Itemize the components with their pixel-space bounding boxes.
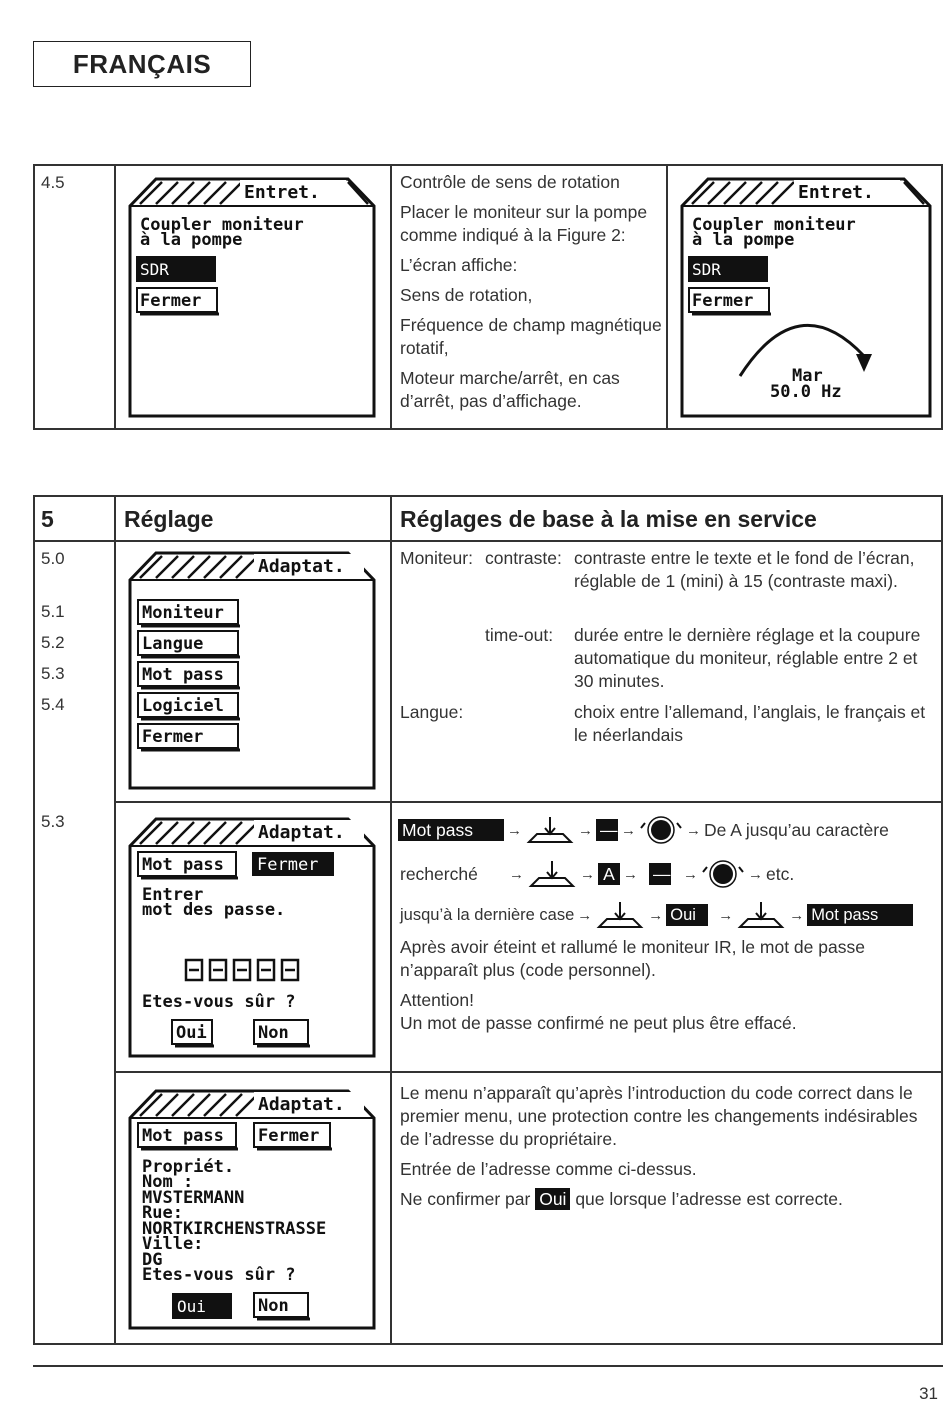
- minus-key-icon: —: [649, 863, 671, 885]
- lcd-close-button: Fermer: [692, 291, 754, 311]
- rotary-knob-icon: [701, 859, 745, 889]
- section-number: 5: [41, 506, 54, 532]
- lcd-title: Adaptat.: [258, 556, 345, 577]
- row-number: 5.2: [41, 633, 65, 652]
- text-fragment: que lorsque l’adresse est correcte.: [575, 1189, 843, 1209]
- footer-divider: [33, 1365, 943, 1367]
- lcd-screen-adaptation-menu: [126, 550, 378, 792]
- text-line: Placer le moniteur sur la pompe comme indiqué à la Figure 2:: [400, 202, 648, 245]
- lcd-line: mot des passe.: [142, 900, 286, 920]
- row-number: 4.5: [41, 173, 65, 192]
- lcd-close-button: Fermer: [140, 291, 202, 311]
- minus-key-icon: —: [596, 819, 618, 841]
- password-boxes: [186, 960, 298, 980]
- press-button-icon: [595, 901, 645, 929]
- lcd-tab-close: Fermer: [258, 1126, 320, 1146]
- svg-text:Logiciel: Logiciel: [142, 696, 224, 716]
- sequence-row-1: Mot pass → → — → → De A jusqu’au caractère: [398, 815, 938, 845]
- row-number: 5.4: [41, 695, 65, 714]
- lcd-motor-status: Mar: [792, 366, 823, 386]
- lcd-line: MVSTERMANN: [142, 1188, 245, 1208]
- lcd-line: NORTKIRCHENSTRASSE: [142, 1219, 327, 1239]
- attention-title: Attention!: [400, 990, 474, 1010]
- lcd-line: Entrer: [142, 885, 204, 905]
- press-button-icon: [527, 860, 577, 888]
- svg-text:Fermer: Fermer: [142, 727, 204, 747]
- sequence-text: etc.: [766, 863, 795, 884]
- key-oui: Oui: [666, 904, 708, 926]
- svg-text:Langue: Langue: [142, 634, 204, 654]
- text-line: [400, 1188, 938, 1211]
- svg-text:Mot pass: Mot pass: [142, 665, 224, 685]
- lcd-title: Adaptat.: [258, 1094, 345, 1115]
- text-fragment: Ne confirmer par: [400, 1189, 531, 1209]
- row-number: 5.3: [41, 812, 65, 831]
- lcd-sdr-button: SDR: [140, 260, 169, 279]
- menu-item-moniteur: [138, 600, 240, 626]
- key-mot-pass: Mot pass: [807, 904, 913, 926]
- page-number: 31: [919, 1384, 938, 1403]
- press-button-icon: [525, 816, 575, 844]
- lcd-line: Coupler moniteur: [140, 215, 304, 235]
- lcd-tab-password: Mot pass: [142, 1126, 224, 1146]
- sequence-text: recherché: [400, 863, 478, 884]
- text-line: Entrée de l’adresse comme ci-dessus.: [400, 1159, 697, 1179]
- text-line: Sens de rotation,: [400, 285, 533, 305]
- settings-language-text: choix entre l’allemand, l’anglais, le français et le néerlandais: [574, 702, 926, 745]
- attention-text: Un mot de passe confirmé ne peut plus être effacé.: [400, 1013, 797, 1033]
- password-after-text: [400, 936, 938, 1042]
- lcd-line: Coupler moniteur: [692, 215, 856, 235]
- rotary-knob-icon: [639, 815, 683, 845]
- lcd-yes-button: Oui: [176, 1023, 207, 1043]
- sequence-text: De A jusqu’au caractère: [704, 819, 889, 840]
- sequence-row-3: jusqu’à la dernière case → → Oui → → Mot pass: [400, 901, 940, 929]
- lcd-line: Nom :: [142, 1172, 194, 1192]
- rotation-instructions: [400, 171, 662, 420]
- settings-monitor-label: Moniteur:: [400, 548, 473, 568]
- sequence-row-2: recherché → → A → — → → etc.: [400, 859, 940, 889]
- lcd-no-button: Non: [258, 1023, 289, 1043]
- key-a: A: [598, 863, 620, 885]
- lcd-screen-password: [126, 816, 378, 1060]
- row-number: 5.3: [41, 664, 65, 683]
- menu-item-fermer: [138, 724, 240, 750]
- key-mot-pass: Mot pass: [398, 819, 504, 841]
- menu-item-mot-pass: [138, 662, 240, 688]
- lcd-line: Ville:: [142, 1234, 204, 1254]
- lcd-title: Entret.: [244, 182, 320, 203]
- text-line: Fréquence de champ magnétique rotatif,: [400, 315, 662, 358]
- lcd-line: DG: [142, 1250, 163, 1270]
- lcd-screen-owner: [126, 1088, 378, 1332]
- section-title: Réglage: [124, 506, 214, 532]
- text-line: Après avoir éteint et rallumé le moniteur IR, le mot de passe n’apparaît plus (code personnel).: [400, 937, 865, 980]
- svg-text:Moniteur: Moniteur: [142, 603, 224, 623]
- row-number: 5.1: [41, 602, 65, 621]
- lcd-line: à la pompe: [692, 230, 795, 250]
- lcd-title: Entret.: [798, 182, 874, 203]
- settings-contrast-label: contraste:: [485, 548, 562, 568]
- key-oui: Oui: [535, 1188, 570, 1210]
- menu-item-logiciel: [138, 693, 240, 719]
- lcd-title: Adaptat.: [258, 822, 345, 843]
- lcd-sdr-button: SDR: [692, 260, 721, 279]
- text-line: Le menu n’apparaît qu’après l’introduction du code correct dans le premier menu, une protection contre les changements indésirables de l’adresse du propriétaire.: [400, 1083, 918, 1149]
- section-subtitle: Réglages de base à la mise en service: [400, 506, 817, 532]
- text-line: Contrôle de sens de rotation: [400, 172, 620, 192]
- lcd-yes-button-selected: Oui: [177, 1297, 206, 1316]
- lcd-screen-rotation: [678, 176, 934, 420]
- lcd-line: Etes-vous sûr ?: [142, 1265, 296, 1285]
- settings-language-label: Langue:: [400, 702, 464, 722]
- text-line: L’écran affiche:: [400, 255, 518, 275]
- lcd-frequency: 50.0 Hz: [770, 382, 842, 402]
- lcd-tab-password: Mot pass: [142, 855, 224, 875]
- lcd-line: à la pompe: [140, 230, 243, 250]
- lcd-line: Rue:: [142, 1203, 183, 1223]
- owner-instructions: [400, 1082, 938, 1218]
- settings-timeout-text: durée entre le dernière réglage et la coupure automatique du moniteur, réglable entre 2 et 30 minutes.: [574, 625, 921, 691]
- menu-item-langue: [138, 631, 240, 657]
- row-number: 5.0: [41, 549, 65, 568]
- text-line: Moteur marche/arrêt, en cas d’arrêt, pas d’affichage.: [400, 368, 620, 411]
- press-button-icon: [736, 901, 786, 929]
- lcd-question: Etes-vous sûr ?: [142, 992, 296, 1012]
- lcd-no-button: Non: [258, 1296, 289, 1316]
- lcd-line: Propriét.: [142, 1157, 235, 1177]
- settings-timeout-label: time-out:: [485, 625, 554, 645]
- lcd-screen-maintenance: [126, 176, 378, 420]
- settings-contrast-text: contraste entre le texte et le fond de l’écran, réglable de 1 (mini) à 15 (contraste maxi).: [574, 548, 915, 591]
- lcd-tab-close-selected: Fermer: [257, 855, 319, 875]
- sequence-text: jusqu’à la dernière case: [400, 905, 575, 924]
- language-title: FRANÇAIS: [33, 41, 251, 87]
